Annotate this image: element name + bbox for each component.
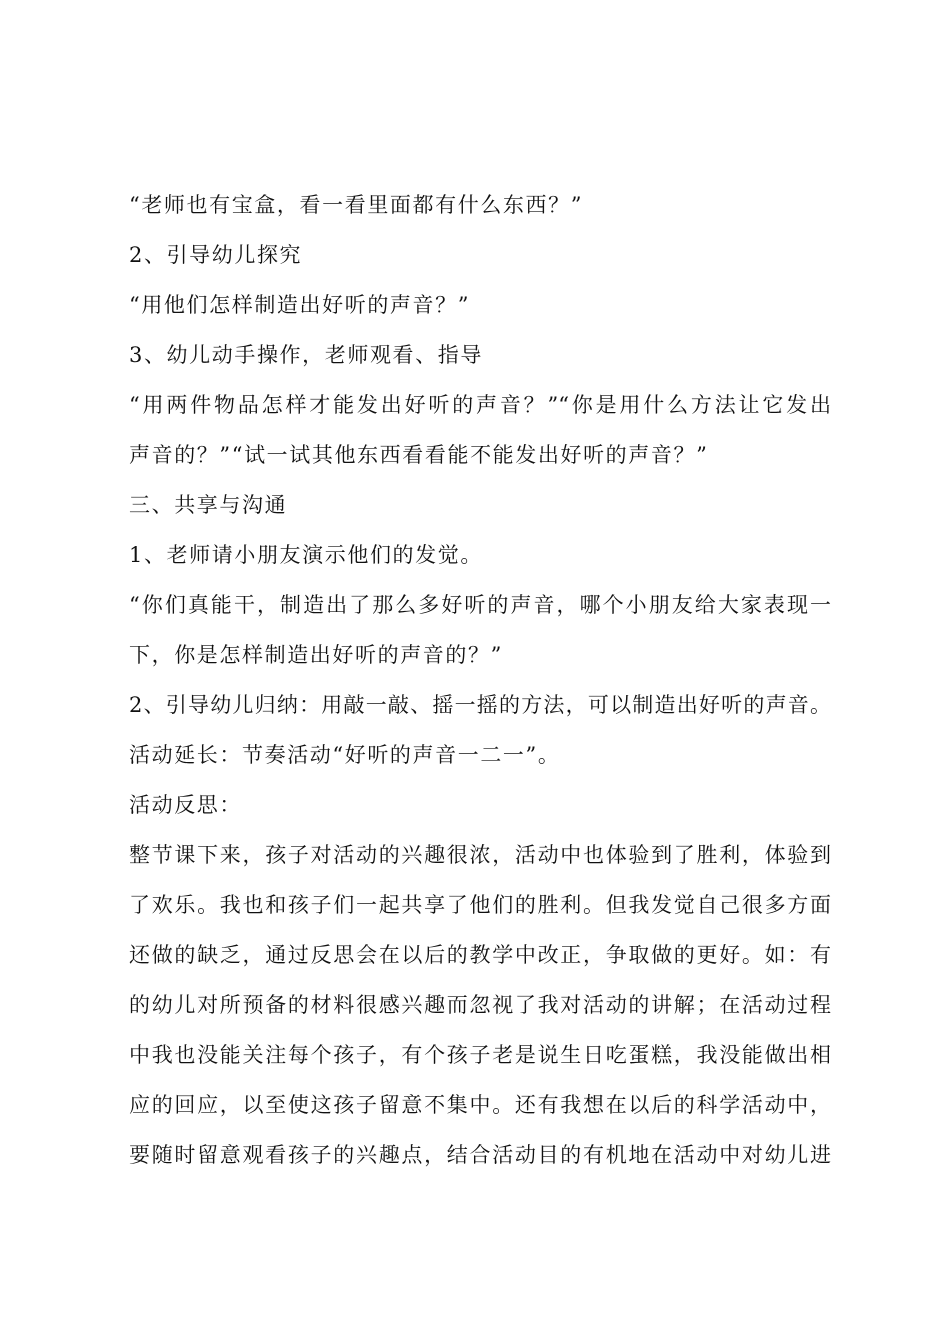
- text-line: 活动延长：节奏活动“好听的声音一二一”。: [129, 743, 561, 767]
- text-line: 应的回应，以至使这孩子留意不集中。还有我想在以后的科学活动中，: [129, 1093, 831, 1117]
- text-line: 还做的缺乏，通过反思会在以后的教学中改正，争取做的更好。如：有: [129, 943, 831, 967]
- text-line: “用他们怎样制造出好听的声音？”: [129, 293, 471, 317]
- text-line: 下，你是怎样制造出好听的声音的？”: [129, 643, 503, 667]
- section-heading: 活动反思：: [129, 793, 242, 817]
- text-line: 声音的？”“试一试其他东西看看能不能发出好听的声音？”: [129, 443, 709, 467]
- text-line: “你们真能干，制造出了那么多好听的声音，哪个小朋友给大家表现一: [129, 593, 831, 617]
- text-line: 1、老师请小朋友演示他们的发觉。: [129, 543, 483, 567]
- section-heading: 三、共享与沟通: [129, 493, 288, 517]
- text-line: 整节课下来，孩子对活动的兴趣很浓，活动中也体验到了胜利，体验到: [129, 843, 831, 867]
- text-line: 要随时留意观看孩子的兴趣点，结合活动目的有机地在活动中对幼儿进: [129, 1143, 831, 1167]
- text-line: “老师也有宝盒，看一看里面都有什么东西？”: [129, 193, 584, 217]
- text-line: 了欢乐。我也和孩子们一起共享了他们的胜利。但我发觉自己很多方面: [129, 893, 831, 917]
- text-line: 2、引导幼儿探究: [129, 243, 303, 267]
- text-line: 2、引导幼儿归纳：用敲一敲、摇一摇的方法，可以制造出好听的声音。: [129, 693, 831, 717]
- text-line: 3、幼儿动手操作，老师观看、指导: [129, 343, 483, 367]
- text-line: 的幼儿对所预备的材料很感兴趣而忽视了我对活动的讲解；在活动过程: [129, 993, 831, 1017]
- text-line: “用两件物品怎样才能发出好听的声音？”“你是用什么方法让它发出: [129, 393, 831, 417]
- document-body: [129, 180, 831, 1180]
- text-line: 中我也没能关注每个孩子，有个孩子老是说生日吃蛋糕，我没能做出相: [129, 1043, 831, 1067]
